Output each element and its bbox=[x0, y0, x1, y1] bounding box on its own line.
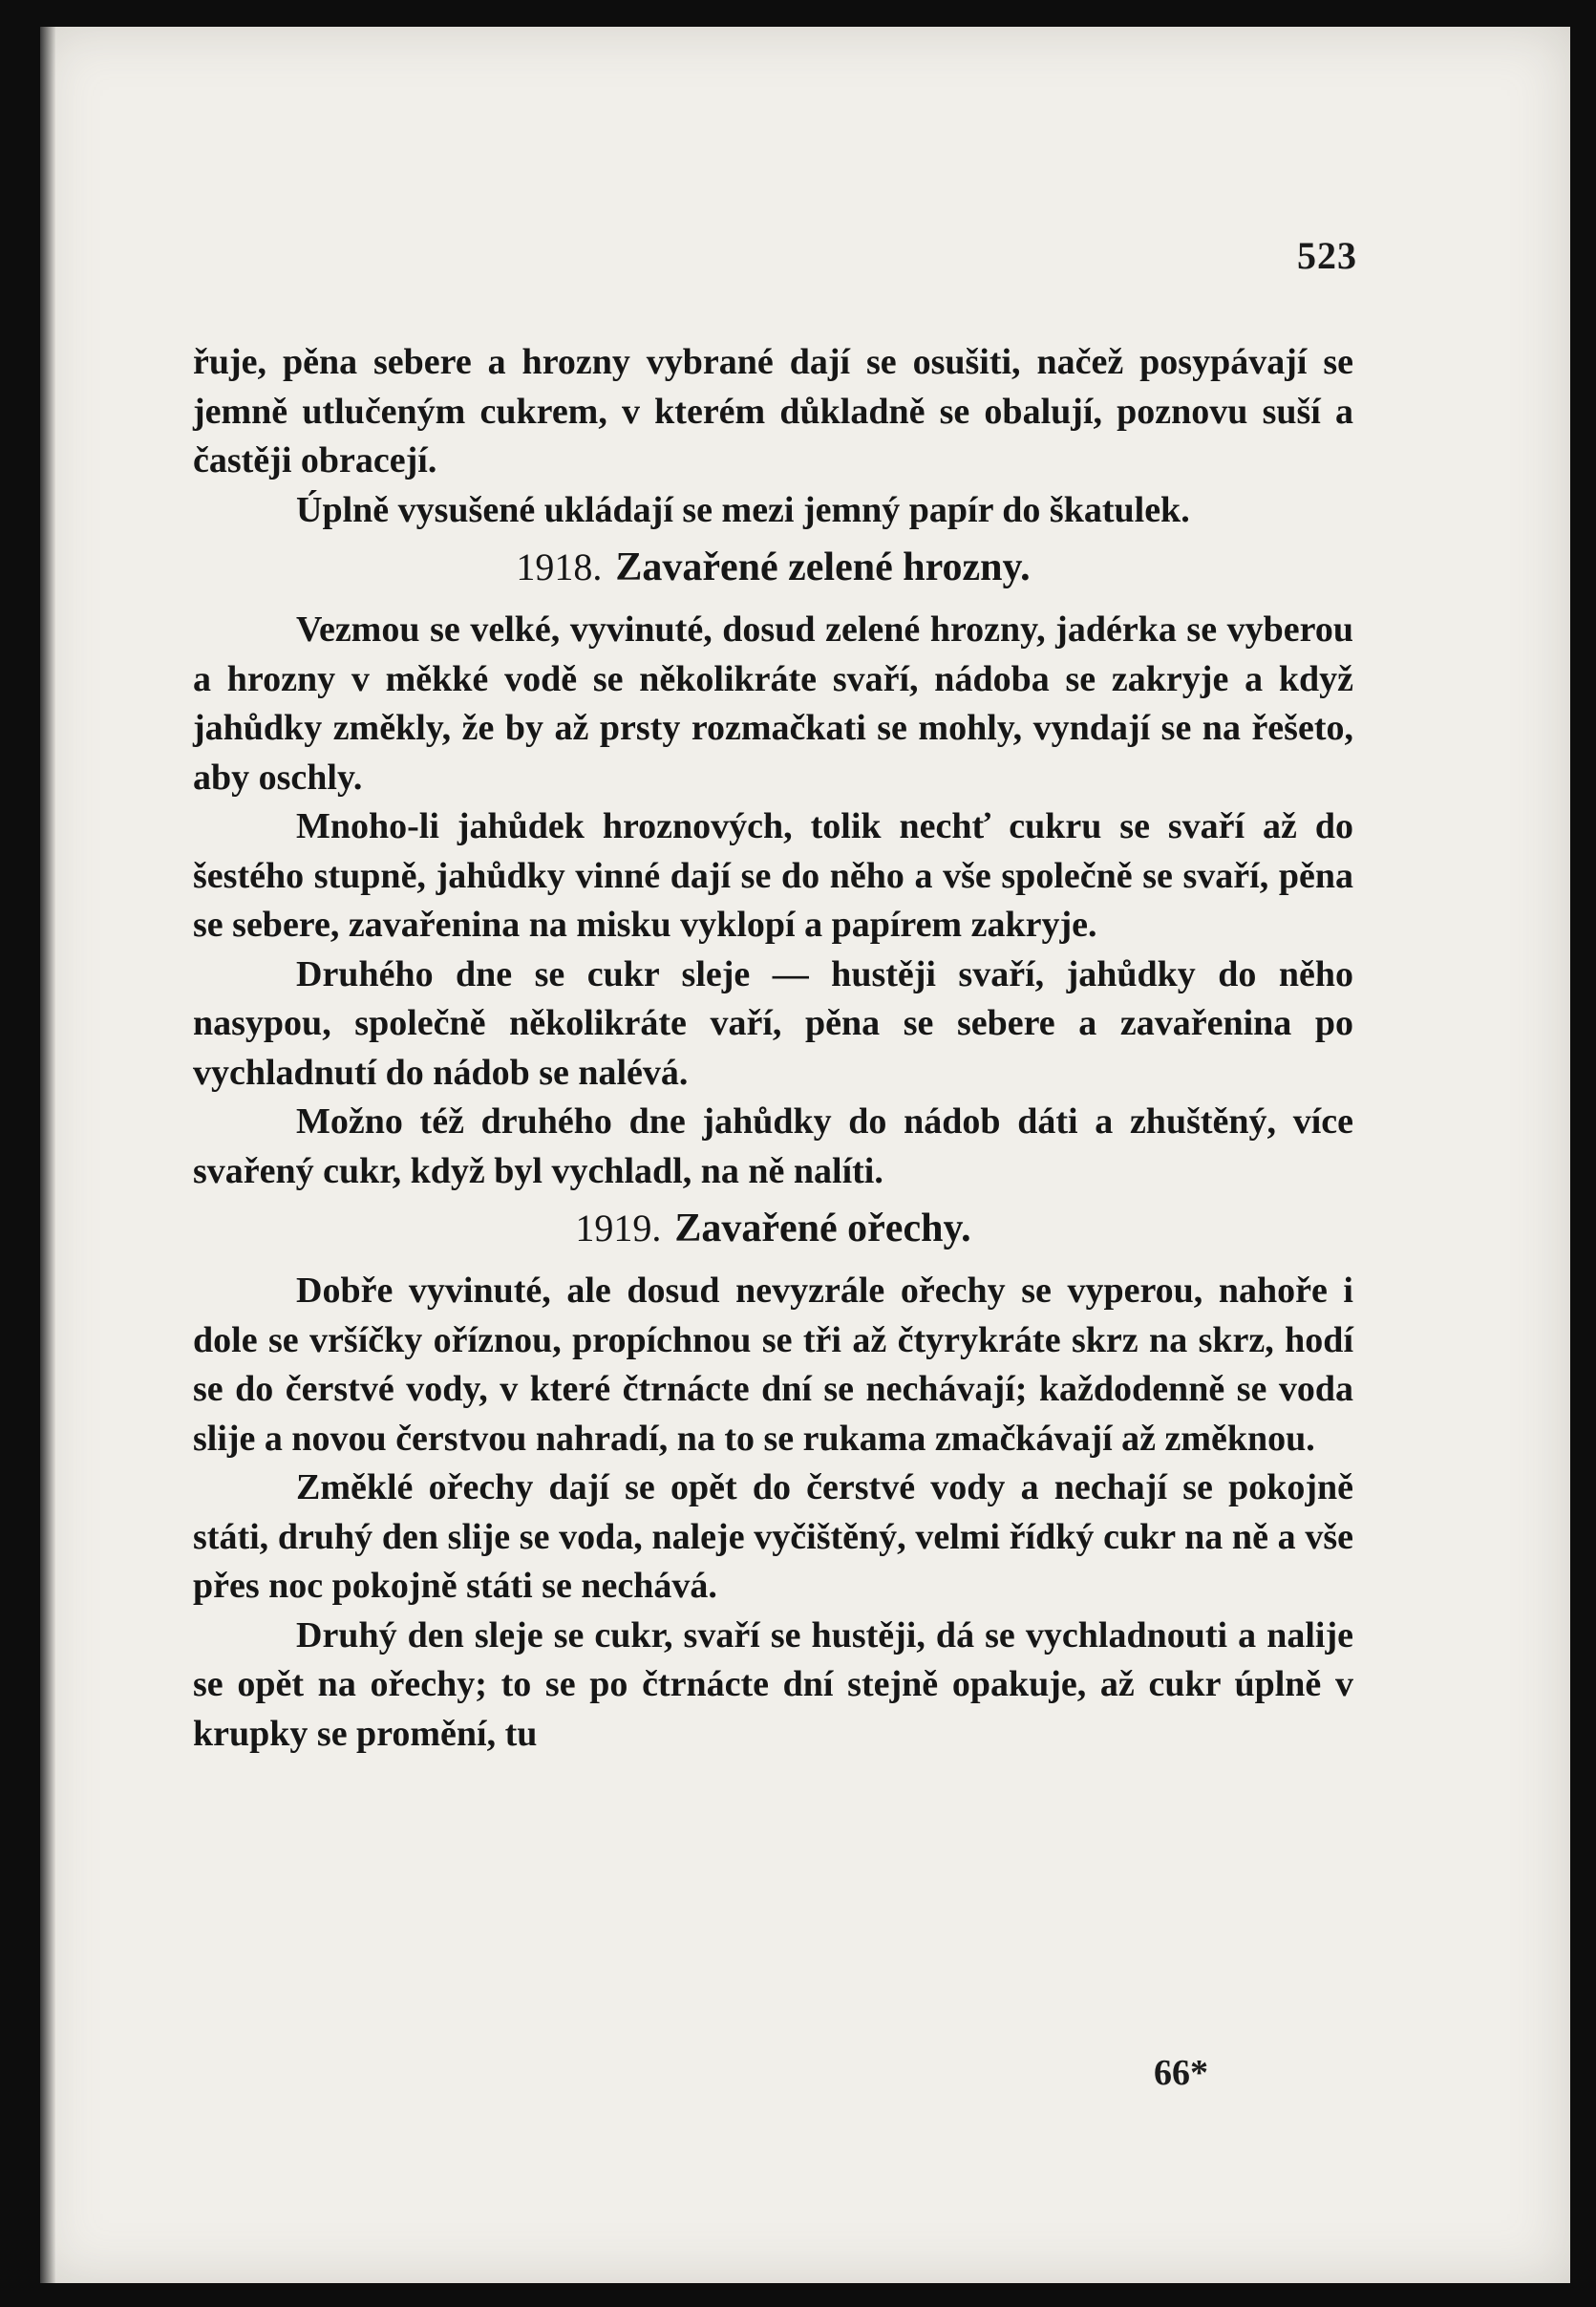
printer-signature: 66* bbox=[1154, 2053, 1208, 2093]
paragraph: Změklé ořechy dají se opět do čerstvé vody a nechají se pokojně státi, druhý den slije se voda, naleje vyčištěný, velmi řídký cukr na ně a vše přes noc pokojně státi se nechává. bbox=[193, 1467, 1353, 1606]
page-spine-shadow bbox=[40, 27, 55, 2283]
recipe-number: 1918. bbox=[516, 545, 603, 588]
recipe-heading-1919 bbox=[193, 1202, 1353, 1255]
recipe-number: 1919. bbox=[575, 1207, 662, 1250]
recipe-title: Zavařené zelené hrozny. bbox=[615, 545, 1031, 589]
page-text bbox=[193, 338, 1353, 1759]
paragraph-continued: řuje, pěna sebere a hrozny vybrané dají se osušiti, načež posypávají se jemně utlučeným cukrem, v kterém důkladně se obalují, poznovu suší a častěji obracejí. bbox=[193, 342, 1353, 481]
paragraph: Druhého dne se cukr sleje — hustěji svaří, jahůdky do něho nasypou, společně několikráte vaří, pěna se sebere a zavařenina po vychladnutí do nádob se nalévá. bbox=[193, 953, 1353, 1093]
paragraph: Dobře vyvinuté, ale dosud nevyzrále ořechy se vyperou, nahoře i dole se vršíčky oříznou, propíchnou se tři až čtyrykráte skrz na skrz, hodí se do čerstvé vody, v které čtrnácte dní se nechávají; každodenně se voda slije a novou čerstvou nahradí, na to se rukama zmačkávají až změknou. bbox=[193, 1271, 1353, 1459]
page-number: 523 bbox=[1297, 234, 1357, 277]
paragraph: Druhý den sleje se cukr, svaří se hustěji, dá se vychladnouti a nalije se opět na ořechy; to se po čtrnácte dní stejně opakuje, až cukr úplně v krupky se promění, tu bbox=[193, 1614, 1353, 1754]
recipe-title: Zavařené ořechy. bbox=[674, 1207, 971, 1250]
paragraph: Vezmou se velké, vyvinuté, dosud zelené hrozny, jadérka se vyberou a hrozny v měkké vodě se několikráte svaří, nádoba se zakryje a když jahůdky změkly, že by až prsty rozmačkati se mohly, vyndají se na řešeto, aby oschly. bbox=[193, 609, 1353, 798]
paragraph: Možno též druhého dne jahůdky do nádob dáti a zhuštěný, více svařený cukr, když byl vychladl, na ně nalíti. bbox=[193, 1101, 1353, 1191]
recipe-heading-1918 bbox=[193, 541, 1353, 594]
paragraph: Mnoho-li jahůdek hroznových, tolik nechť cukru se svaří až do šestého stupně, jahůdky vinné dají se do něho a vše společně se svaří, pěna se sebere, zavařenina na misku vyklopí a papírem zakryje. bbox=[193, 806, 1353, 945]
paragraph: Úplně vysušené ukládají se mezi jemný papír do škatulek. bbox=[296, 489, 1190, 530]
